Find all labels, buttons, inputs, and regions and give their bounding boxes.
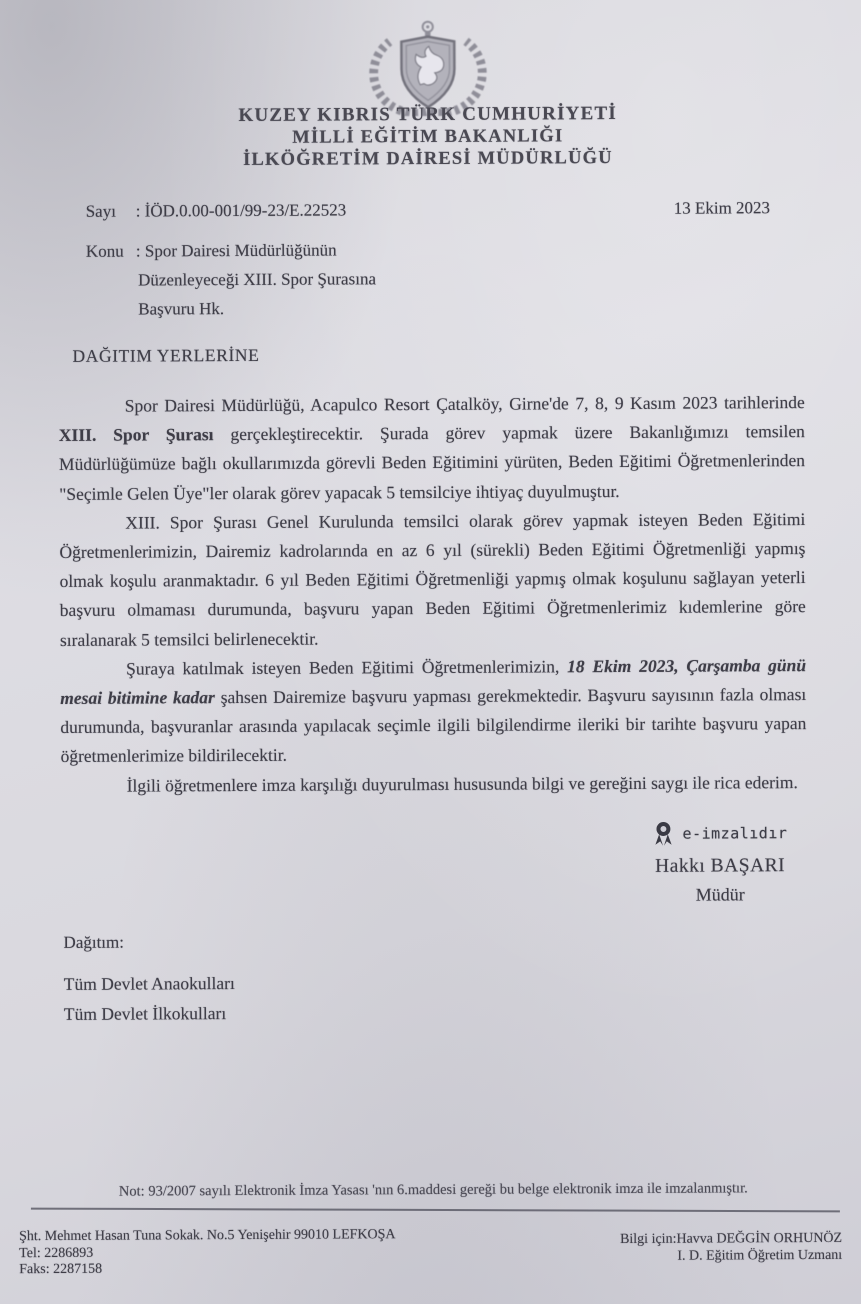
letterhead [0, 102, 858, 173]
konu-label: Konu [85, 241, 124, 261]
letter-date: 13 Ekim 2023 [673, 198, 771, 218]
footer-address-block [19, 1227, 396, 1278]
letter-body [59, 388, 807, 801]
distribution-block [63, 932, 235, 1029]
p1-bold-text: XIII. Spor Şurası [58, 424, 214, 446]
footer-fax: Faks: 2287158 [19, 1261, 103, 1278]
e-signature-note: Not: 93/2007 sayılı Elektronik İmza Yasası 'nın 6.maddesi gereği bu belge elektronik imza ile imzalanmıştır. [118, 1180, 748, 1200]
paragraph-1 [59, 388, 806, 509]
konu-line-3: Başvuru Hk. [138, 299, 225, 319]
sayi-label: Sayı [85, 201, 116, 221]
org-line-department: İLKÖĞRETİM DAİRESİ MÜDÜRLÜĞÜ [243, 148, 613, 170]
signature-block [597, 820, 843, 906]
org-line-ministry: MİLLİ EĞİTİM BAKANLIĞI [292, 126, 564, 148]
state-emblem-icon [369, 18, 488, 117]
p1-text: Spor Dairesi Müdürlüğü, Acapulco Resort Çatalköy, Girne'de 7, 8, 9 Kasım 2023 tarihlerinde [124, 392, 805, 416]
konu-line-2: Düzenleyeceği XIII. Spor Şurasına [137, 269, 377, 290]
sayi-value: : İÖD.0.00-001/99-23/E.22523 [135, 200, 347, 221]
e-signature-ribbon-icon [652, 821, 673, 847]
p3-text: Şuraya katılmak isteyen Beden Eğitimi Öğretmenlerimizin, [126, 656, 568, 679]
signatory-name: Hakkı BAŞARI [655, 855, 786, 877]
p3-deadline-text: 18 Ekim 2023, Çarşamba günü mesai bitimine kadar [60, 654, 807, 708]
org-line-country: KUZEY KIBRIS TÜRK CUMHURİYETİ [238, 103, 617, 126]
footer-contact-block [620, 1230, 842, 1265]
footer-tel: Tel: 2286893 [19, 1245, 94, 1261]
footer-contact-name: Bilgi için:Havva DEĞGİN ORHUNÖZ [620, 1230, 843, 1248]
signatory-title: Müdür [695, 884, 745, 905]
paragraph-4: İlgili öğretmenlere imza karşılığı duyurulması hususunda bilgi ve gereğini saygı ile rica ederim. [126, 771, 798, 796]
footer-divider [31, 1208, 840, 1213]
paragraph-2: XIII. Spor Şurası Genel Kurulunda temsilci olarak görev yapmak isteyen Beden Eğitimi Öğretmenlerimizin, Dairemiz kadrolarında en az 6 yıl (sürekli) Beden Eğitimi Öğretmenliği yapmış olmak koşulu aranmaktadır. 6 yıl Beden Eğitimi Öğretmenliği yapmış olmak koşulunu sağlayan yeterli başvuru olmaması durumunda, başvuru yapan Beden Eğitimi Öğretmenlerimiz kıdemlerine göre sıralanarak 5 temsilci belirlenecektir. [59, 508, 806, 650]
recipient-line: DAĞITIM YERLERİNE [72, 344, 260, 366]
p1-text-cont: gerçekleştirecektir. Şurada görev yapmak üzere Bakanlığımızı temsilen Müdürlüğümüze bağlı okullarımızda görevli Beden Eğitimini yürüten, Beden Eğitimi Öğretmenlerinden "Seçimle Gelen Üye"ler olarak görev yapacak 5 temsilciye ihtiyaç duyulmuştur. [58, 421, 806, 504]
p3-text-cont: şahsen Dairemize başvuru yapması gerekmektedir. Başvuru sayısının fazla olması durumunda, başvuranlar arasında yapılacak seçimle ilgili bilgilendirme ileriki bir tarihte başvuru yapan öğretmenlerimize bildirilecektir. [60, 684, 807, 767]
footer-contact-title: I. D. Eğitim Öğretim Uzmanı [677, 1247, 843, 1264]
paragraph-3 [60, 651, 807, 772]
distribution-item: Tüm Devlet Anaokulları [63, 973, 235, 994]
distribution-label: Dağıtım: [63, 932, 125, 952]
konu-line-1: : Spor Dairesi Müdürlüğünün [135, 240, 337, 261]
e-signature-label: e-imzalıdır [682, 824, 788, 843]
distribution-item: Tüm Devlet İlkokulları [63, 1003, 227, 1024]
footer-address: Şht. Mehmet Hasan Tuna Sokak. No.5 Yenişehir 99010 LEFKOŞA [19, 1227, 396, 1245]
